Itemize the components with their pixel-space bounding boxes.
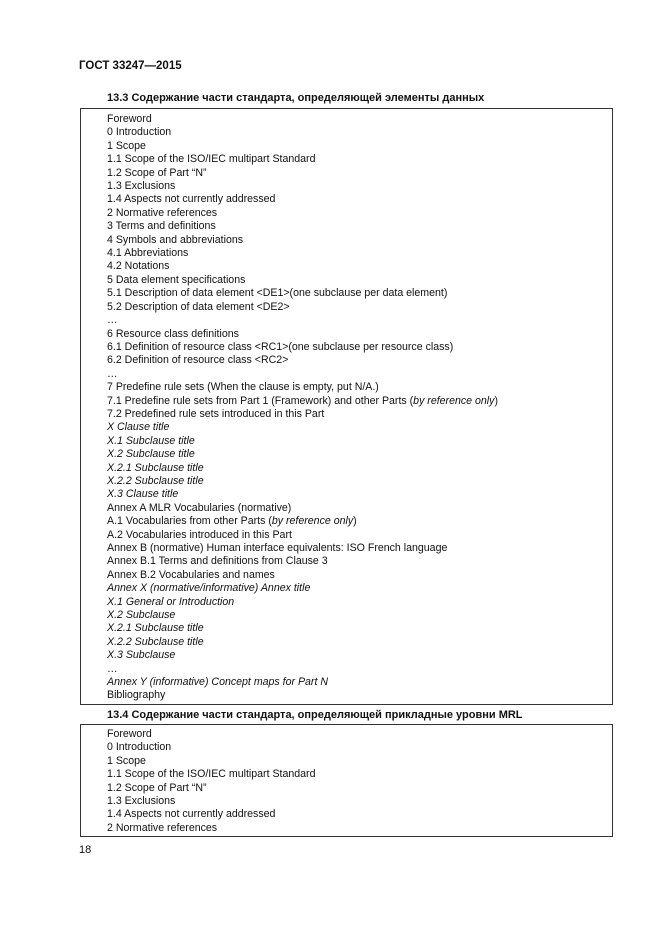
toc-entry: X.2 Subclause title <box>107 448 195 461</box>
toc-entry: Annex B.2 Vocabularies and names <box>107 568 275 581</box>
toc-entry-emphasis: by reference only <box>271 515 354 528</box>
toc-entry-text-end: ) <box>494 394 498 407</box>
toc-entry: X Clause title <box>107 421 170 434</box>
toc-entry: 6 Resource class definitions <box>107 327 239 340</box>
toc-entry: 1.3 Exclusions <box>107 180 176 193</box>
toc-entry: Annex Y (informative) Concept maps for Part N <box>107 676 328 689</box>
section-13-3-contents-box <box>80 108 613 705</box>
toc-entry: 2 Normative references <box>107 206 218 219</box>
toc-entry: X.1 Subclause title <box>107 434 195 447</box>
toc-entry: X.2.1 Subclause title <box>107 622 204 635</box>
toc-entry: 4 Symbols and abbreviations <box>107 233 244 246</box>
toc-entry: 5.1 Description of data element <DE1>(one subclause per data element) <box>107 287 448 300</box>
toc-entry: 5 Data element specifications <box>107 273 246 286</box>
toc-entry: X.3 Clause title <box>107 488 179 501</box>
toc-entry: 0 Introduction <box>107 126 172 139</box>
toc-entry: 6.2 Definition of resource class <RC2> <box>107 354 289 367</box>
toc-entry: 1.3 Exclusions <box>107 795 176 808</box>
section-13-3-contents-list <box>81 113 612 703</box>
toc-entry: … <box>107 367 118 380</box>
toc-entry: 7 Predefine rule sets (When the clause is empty, put N/A.) <box>107 381 379 394</box>
toc-entry-emphasis: by reference only <box>413 394 495 407</box>
toc-entry: X.1 General or Introduction <box>107 595 235 608</box>
toc-entry: 7.2 Predefined rule sets introduced in this Part <box>107 407 325 420</box>
toc-entry-text: A.1 Vocabularies from other Parts ( <box>107 515 272 528</box>
toc-entry: 4.1 Abbreviations <box>107 247 189 260</box>
toc-entry: X.2.2 Subclause title <box>107 635 204 648</box>
toc-entry: 1.1 Scope of the ISO/IEC multipart Standard <box>107 153 316 166</box>
toc-entry <box>107 395 612 408</box>
toc-entry: Foreword <box>107 113 152 125</box>
toc-entry: 1.2 Scope of Part “N” <box>107 166 207 179</box>
toc-entry: 6.1 Definition of resource class <RC1>(one subclause per resource class) <box>107 340 454 353</box>
toc-entry: Annex X (normative/informative) Annex title <box>107 582 311 595</box>
toc-entry-text-end: ) <box>353 515 357 528</box>
document-header: ГОСТ 33247—2015 <box>79 60 182 72</box>
toc-entry: X.2 Subclause <box>107 609 176 622</box>
toc-entry: 5.2 Description of data element <DE2> <box>107 300 290 313</box>
toc-entry: Bibliography <box>107 689 166 702</box>
toc-entry: 1 Scope <box>107 754 146 767</box>
toc-entry: Foreword <box>107 728 152 740</box>
toc-entry: A.2 Vocabularies introduced in this Part <box>107 528 292 541</box>
toc-entry: X.3 Subclause <box>107 649 176 662</box>
toc-entry <box>107 515 612 528</box>
toc-entry: X.2.2 Subclause title <box>107 474 204 487</box>
toc-entry: 1.4 Aspects not currently addressed <box>107 193 276 206</box>
toc-entry: X.2.1 Subclause title <box>107 461 204 474</box>
section-13-4-contents-box <box>80 724 613 837</box>
toc-entry: Annex B.1 Terms and definitions from Clause 3 <box>107 555 328 568</box>
toc-entry-text: 7.1 Predefine rule sets from Part 1 (Framework) and other Parts ( <box>107 394 414 407</box>
toc-entry: … <box>107 662 118 675</box>
toc-entry: Annex B (normative) Human interface equivalents: ISO French language <box>107 542 448 554</box>
section-13-4-title: 13.4 Содержание части стандарта, определяющей прикладные уровни MRL <box>107 709 523 721</box>
toc-entry: 0 Introduction <box>107 741 172 754</box>
page-number: 18 <box>79 844 92 856</box>
toc-entry: … <box>107 314 118 327</box>
toc-entry: 1.2 Scope of Part “N” <box>107 781 207 794</box>
toc-entry: 3 Terms and definitions <box>107 220 216 233</box>
toc-entry: 2 Normative references <box>107 821 218 834</box>
section-13-4-contents-list <box>81 728 612 835</box>
section-13-3-title: 13.3 Содержание части стандарта, определяющей элементы данных <box>107 92 485 104</box>
toc-entry: 1.1 Scope of the ISO/IEC multipart Standard <box>107 768 316 781</box>
toc-entry: 1 Scope <box>107 139 146 152</box>
toc-entry: 4.2 Notations <box>107 260 170 273</box>
toc-entry: Annex A MLR Vocabularies (normative) <box>107 501 292 514</box>
toc-entry: 1.4 Aspects not currently addressed <box>107 808 276 821</box>
